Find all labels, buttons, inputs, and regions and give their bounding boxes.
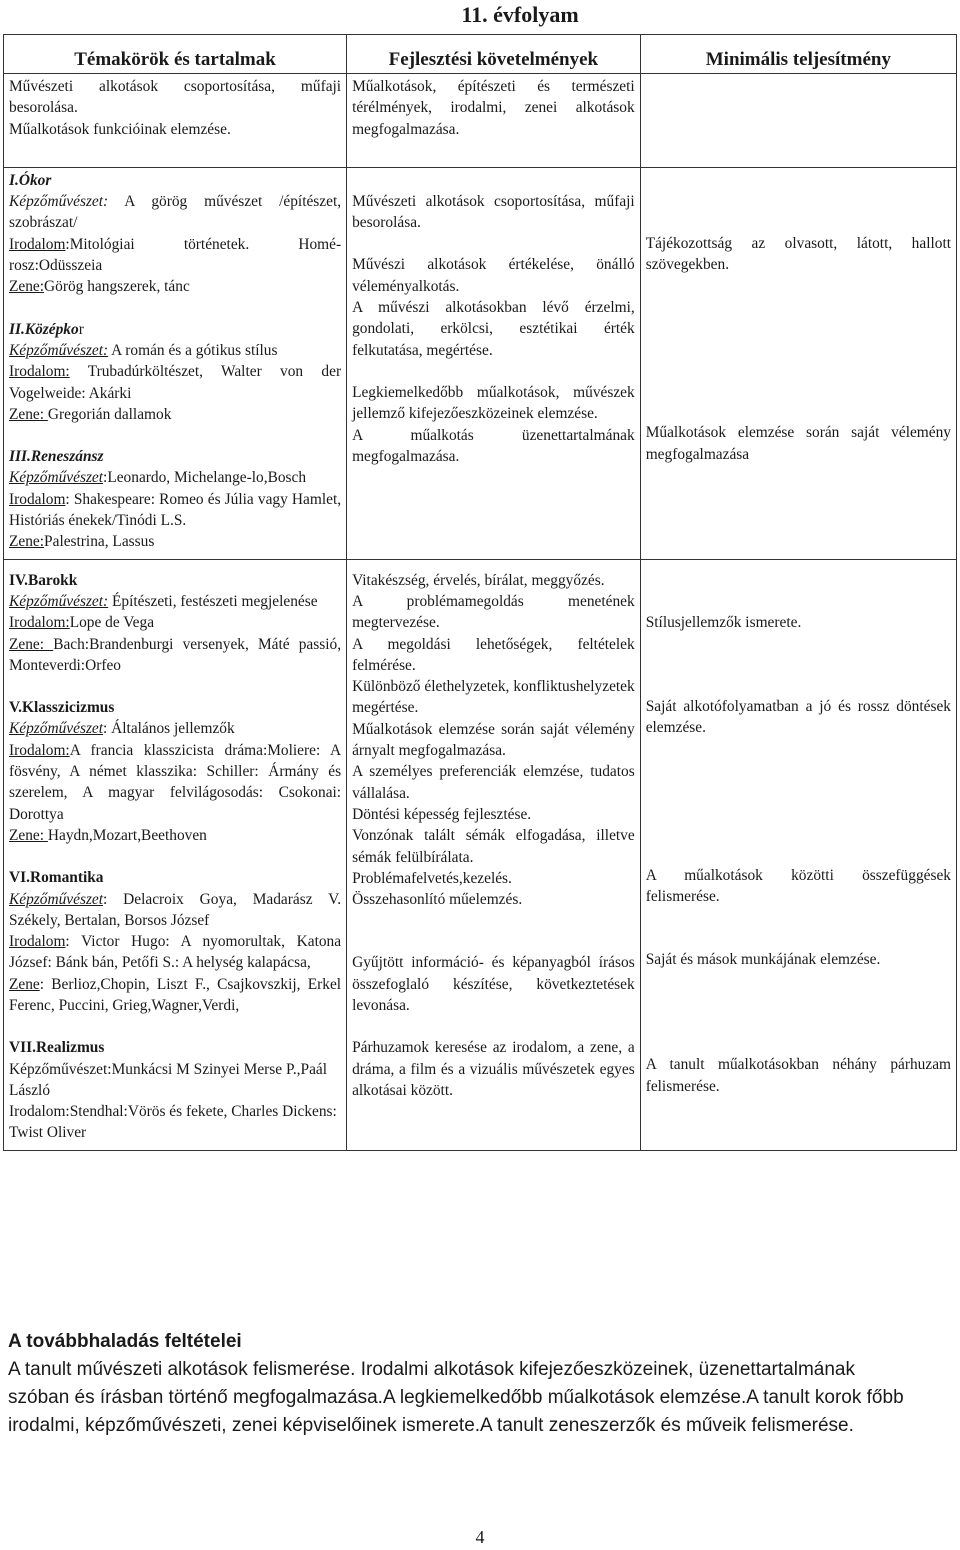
label-zene: Zene:: [9, 278, 45, 296]
text-line: A művészi alkotásokban lévő érzelmi, gondolati, erkölcsi, esztétikai érték felkutatása, megértése.: [352, 299, 635, 359]
label-zene: Zene:: [9, 533, 45, 551]
cell-minimum: [640, 559, 956, 1150]
text-line: A problémamegoldás menetének megtervezése.: [352, 592, 635, 632]
text-line: Döntési képesség fejlesztése.: [352, 805, 532, 823]
text-line: :Leonardo, Michelange-lo,Bosch: [103, 469, 307, 487]
text-line: A román és a gótikus stílus: [108, 341, 278, 359]
text-line: Műalkotások elemzése során saját vélemény megfogalmazása: [645, 424, 951, 463]
label-irodalom: Irodalom: [9, 235, 66, 253]
text-line: : Shakespeare: Romeo és Júlia vagy Hamlet, Históriás énekek/Tinódi L.S.: [9, 490, 342, 530]
text-line: Művészeti alkotások csoportosítása, műfaji besorolása.: [352, 192, 635, 232]
text-line: Saját alkotófolyamatban a jó és rossz döntések elemzése.: [645, 697, 951, 737]
text-line: Építészeti, festészeti megjelenése: [108, 592, 318, 610]
text-line: : Általános jellemzők: [103, 720, 235, 738]
text-line: Művészeti alkotások csoportosítása, műfaji besorolása.: [9, 78, 342, 117]
text-line: Problémafelvetés,kezelés.: [352, 869, 512, 887]
table-row: [4, 74, 957, 168]
text-line: Legkiemelkedőbb műalkotások, művészek jellemző kifejezőeszközeinek elemzése.: [352, 383, 635, 423]
text-line: Műalkotások elemzése során saját vélemény árnyalt megfogalmazása.: [352, 720, 635, 760]
text-line: Lope de Vega: [69, 614, 155, 632]
label-irodalom: Irodalom: [9, 933, 66, 951]
text-line: r: [78, 320, 84, 338]
text-line: Görög hangszerek, tánc: [44, 278, 190, 296]
label-kepzomuveszet: Képzőművészet: [9, 890, 104, 908]
text-line: A műalkotás üzenettartalmának megfogalmazása.: [352, 426, 635, 465]
cell-requirements: [347, 559, 641, 1150]
text-line: : Berlioz,Chopin, Liszt F., Csajkovszkij, Erkel Ferenc, Puccini, Grieg,Wagner,Verdi,: [9, 975, 342, 1014]
text-line: Összehasonlító műelemzés.: [352, 891, 523, 909]
text-line: A görög művészet /építészet, szobrászat/: [9, 193, 342, 232]
cell-minimum: [640, 74, 956, 168]
text-line: Trubadúrköltészet, Walter von der Vogelweide: Akárki: [9, 363, 342, 402]
progression-text: A tanult művészeti alkotások felismerése. Irodalmi alkotások kifejezőeszközeinek, üzenettartalmának szóban és írásban történő megfogalmazása.A legkiemelkedőbb műalkotások elemzése.A tanult korok főbb irodalmi, képzőművészeti, zenei képviselőinek ismerete.A tanult zeneszerzők és műveik felismerése.: [8, 1359, 904, 1436]
text-line: : Victor Hugo: A nyomorultak, Katona József: Bánk bán, Petőfi S.: A helység kalapácsa,: [9, 933, 342, 972]
label-zene: Zene:: [9, 826, 48, 844]
text-line: A személyes preferenciák elemzése, tudatos vállalása.: [352, 763, 635, 802]
era-title-klasszicizmus: V.Klasszicizmus: [9, 699, 115, 717]
text-line: Műalkotások funkcióinak elemzése.: [9, 120, 231, 138]
table-row: [4, 559, 957, 1150]
text-line: Palestrina, Lassus: [44, 533, 155, 551]
text-line: Gyűjtött információ- és képanyagból írásos összefoglaló készítése, következtetések levonása.: [352, 954, 635, 1014]
page-number: 4: [475, 1527, 485, 1547]
era-title-realizmus: VII.Realizmus: [9, 1039, 105, 1057]
label-kepzomuveszet: Képzőművészet: [9, 720, 104, 738]
text-line: A tanult műalkotásokban néhány párhuzam felismerése.: [645, 1056, 951, 1095]
label-zene: Zene:: [9, 635, 54, 653]
cell-requirements: [347, 167, 641, 559]
grade-title: 11. évfolyam: [461, 2, 579, 27]
label-kepzomuveszet: Képzőművészet:: [9, 341, 109, 359]
progression-section: [8, 1328, 908, 1440]
label-kepzomuveszet: Képzőművészet:: [9, 592, 109, 610]
text-line: Különböző élethelyzetek, konfliktushelyzetek megértése.: [352, 678, 635, 717]
cell-topics: [4, 74, 347, 168]
text-line: Vonzónak talált sémák elfogadása, illetve sémák felülbírálata.: [352, 827, 635, 866]
text-line: Műalkotások, építészeti és természeti térélmények, irodalmi, zenei alkotások megfogalmazása.: [352, 78, 635, 138]
text-line: A francia klasszicista dráma:Moliere: A fösvény, A német klasszika: Schiller: Ármány és szerelem, A magyar felvilágosodás: Csokonai: Dorottya: [9, 741, 342, 823]
era-title-kozepkor: II.Középko: [9, 320, 79, 338]
table-row: [4, 167, 957, 559]
label-irodalom: Irodalom:: [9, 614, 70, 632]
text-line: Gregorián dallamok: [47, 405, 172, 423]
text-line: Stílusjellemzők ismerete.: [645, 613, 802, 631]
text-line: A megoldási lehetőségek, feltételek felmérése.: [352, 635, 635, 674]
cell-topics: [4, 167, 347, 559]
text-line: : Delacroix Goya, Madarász V. Székely, Bertalan, Borsos József: [9, 890, 342, 929]
header-topics: Témakörök és tartalmak: [4, 35, 347, 74]
label-irodalom: Irodalom: [9, 490, 66, 508]
era-title-barokk: IV.Barokk: [9, 571, 78, 589]
text-line: Haydn,Mozart,Beethoven: [47, 826, 207, 844]
era-title-romantika: VI.Romantika: [9, 869, 104, 887]
text-line: Párhuzamok keresése az irodalom, a zene, a dráma, a film és a vizuális művészetek egyes alkotásai között.: [352, 1039, 635, 1099]
text-line: Saját és mások munkájának elemzése.: [645, 951, 881, 969]
text-line: A műalkotások közötti összefüggések felismerése.: [645, 866, 951, 905]
era-title-okor: I.Ókor: [9, 171, 52, 189]
label-irodalom: Irodalom:: [9, 741, 70, 759]
text-line: Irodalom:Stendhal:Vörös és fekete, Charles Dickens: Twist Oliver: [9, 1103, 337, 1142]
text-line: Tájékozottság az olvasott, látott, hallott szövegekben.: [645, 234, 951, 274]
text-line: Művészi alkotások értékelése, önálló véleményalkotás.: [352, 256, 635, 295]
text-line: Képzőművészet:Munkácsi M Szinyei Merse P.,Paál László: [9, 1060, 328, 1099]
cell-requirements: [347, 74, 641, 168]
cell-minimum: [640, 167, 956, 559]
label-zene: Zene: [9, 975, 40, 993]
progression-heading: A továbbhaladás feltételei: [8, 1331, 242, 1352]
text-line: :Mitológiai történetek. Homé-rosz:Odüsszeia: [9, 235, 342, 275]
era-title-reneszansz: III.Reneszánsz: [9, 448, 104, 466]
label-kepzomuveszet: Képzőművészet: [9, 469, 104, 487]
header-minimum: Minimális teljesítmény: [640, 35, 956, 74]
table-header-row: [4, 35, 957, 74]
cell-topics: [4, 559, 347, 1150]
text-line: Bach:Brandenburgi versenyek, Máté passió, Monteverdi:Orfeo: [9, 635, 342, 674]
header-requirements: Fejlesztési követelmények: [347, 35, 641, 74]
curriculum-table: [3, 34, 957, 1151]
label-irodalom: Irodalom:: [9, 363, 70, 381]
label-zene: Zene:: [9, 405, 48, 423]
label-kepzomuveszet: Képzőművészet:: [9, 193, 109, 211]
text-line: Vitakészség, érvelés, bírálat, meggyőzés.: [352, 571, 605, 589]
